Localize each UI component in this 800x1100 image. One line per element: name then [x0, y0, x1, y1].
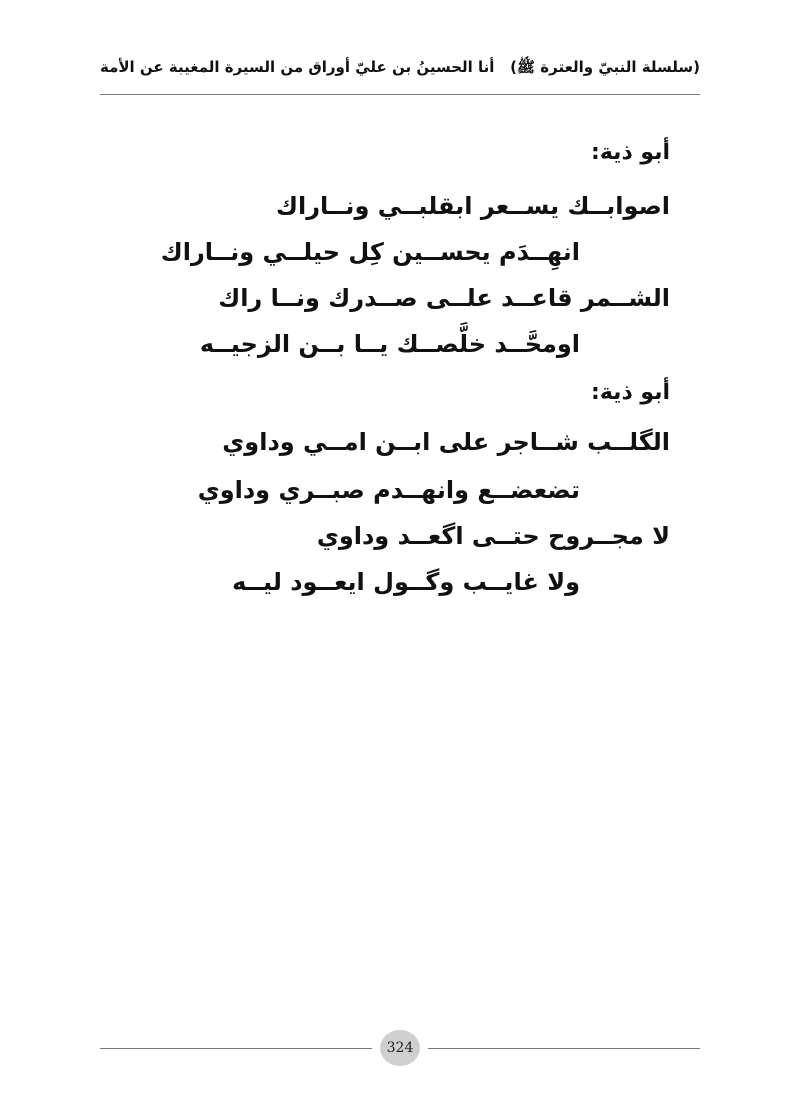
stanza-1-line-4: اومحَّــد خلَّصــك يــا بــن الزجيــه [199, 330, 580, 358]
stanza-2-speaker: أبو ذية: [591, 380, 670, 405]
footer-divider-left [100, 1048, 372, 1049]
stanza-2-line-2: تضعضــع وانهــدم صبــري وداوي [197, 476, 580, 504]
stanza-1-line-3: الشــمر قاعــد علــى صــدرك ونــا راك [218, 284, 670, 312]
stanza-2-line-1: الگلــب شــاجر على ابــن امــي وداوي [222, 428, 670, 456]
stanza-1-line-2: انهِــدَم يحســين كِل حيلــي ونــاراك [160, 238, 580, 266]
book-title: أنا الحسينُ بن عليّ أوراق من السيرة المغيبة عن الأمة [100, 58, 495, 76]
page-number-badge: 324 [380, 1030, 420, 1066]
stanza-1-line-1: اصوابــك يســعر ابقلبــي ونــاراك [275, 192, 670, 220]
series-title: (سلسلة النبيّ والعترة ﷺ) [510, 58, 700, 76]
running-header [100, 58, 700, 90]
header-divider [100, 94, 700, 95]
stanza-2-line-3: لا مجــروح حتــى اگعــد وداوي [316, 522, 670, 550]
footer-divider-right [428, 1048, 700, 1049]
stanza-1-speaker: أبو ذية: [591, 140, 670, 165]
stanza-2-line-4: ولا غايــب وگــول ايعــود ليــه [232, 568, 580, 596]
